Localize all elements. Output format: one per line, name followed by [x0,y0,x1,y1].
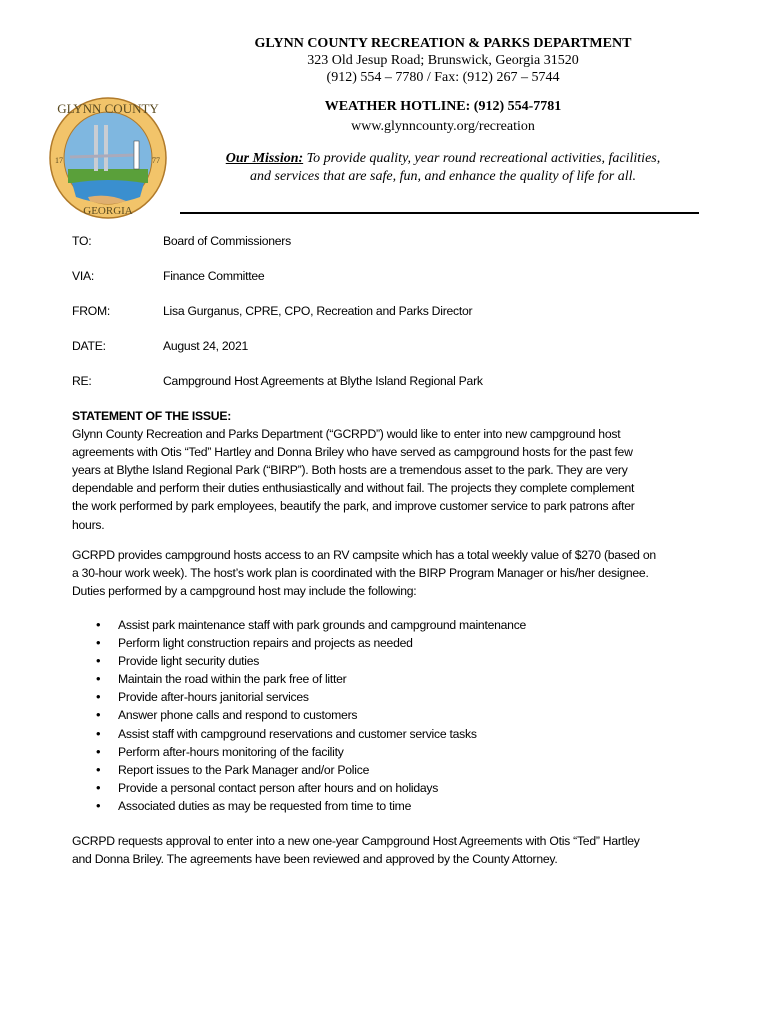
text-line: a 30-hour work week). The host’s work plan is coordinated with the BIRP Program Manager or his/her designee. [72,566,649,581]
text-line: and Donna Briley. The agreements have been reviewed and approved by the County Attorney. [72,852,558,867]
list-item: • Answer phone calls and respond to customers [94,706,526,724]
list-item: • Report issues to the Park Manager and/or Police [94,761,526,779]
mission-label: Our Mission: [225,151,304,166]
text-line: years at Blythe Island Regional Park (“BIRP”). Both hosts are a tremendous asset to the park. They are very [72,463,628,478]
list-item: • Associated duties as may be requested from time to time [94,797,526,815]
list-item: • Perform light construction repairs and projects as needed [94,634,526,652]
memo-value: Board of Commissioners [163,234,291,248]
website-link[interactable]: www.glynncounty.org/recreation [351,119,535,134]
text-line: dependable and perform their duties enthusiastically and without fail. The projects they complete complement [72,481,635,496]
statement-paragraph-1 [72,407,712,534]
text-line: agreements with Otis “Ted” Hartley and Donna Briley who have served as campground hosts for the past few [72,445,633,460]
svg-text:GEORGIA: GEORGIA [83,205,133,217]
memo-value: Finance Committee [163,269,265,283]
memo-label: TO: [72,234,92,248]
text-line: Glynn County Recreation and Parks Department (“GCRPD”) would like to enter into new campground host [72,427,621,442]
memo-value: August 24, 2021 [163,339,249,353]
statement-paragraph-3 [72,832,712,868]
department-name: GLYNN COUNTY RECREATION & PARKS DEPARTMENT [254,36,632,51]
memo-label: FROM: [72,304,111,318]
text-line: GCRPD requests approval to enter into a new one-year Campground Host Agreements with Otis “Ted” Hartley [72,834,640,848]
duties-list [94,616,526,815]
glynn-county-seal-logo [48,97,168,219]
list-item: • Assist staff with campground reservations and customer service tasks [94,725,526,743]
list-item: • Maintain the road within the park free of litter [94,670,526,688]
department-phone: (912) 554 – 7780 / Fax: (912) 267 – 5744 [326,70,560,85]
mission-statement [180,150,706,186]
list-item: • Provide after-hours janitorial services [94,688,526,706]
header-divider [180,212,699,214]
list-item: • Provide a personal contact person after hours and on holidays [94,779,526,797]
mission-line-2: and services that are safe, fun, and enhance the quality of life for all. [250,169,636,184]
memo-label: RE: [72,374,92,388]
section-heading: STATEMENT OF THE ISSUE: [72,409,232,423]
text-line: Duties performed by a campground host may include the following: [72,584,417,599]
list-item: • Provide light security duties [94,652,526,670]
text-line: the work performed by park employees, beautify the park, and improve customer service to park patrons after [72,499,635,514]
svg-text:17: 17 [55,156,63,165]
weather-hotline: WEATHER HOTLINE: (912) 554-7781 [324,99,562,114]
svg-text:GLYNN COUNTY: GLYNN COUNTY [57,101,159,116]
list-item: • Assist park maintenance staff with park grounds and campground maintenance [94,616,526,634]
list-item: • Perform after-hours monitoring of the facility [94,743,526,761]
statement-paragraph-2 [72,546,712,600]
department-address: 323 Old Jesup Road; Brunswick, Georgia 31520 [307,53,579,68]
memo-value: Lisa Gurganus, CPRE, CPO, Recreation and Parks Director [163,304,473,318]
mission-line-1: To provide quality, year round recreational activities, facilities, [303,151,661,166]
memo-label: DATE: [72,339,106,353]
text-line: GCRPD provides campground hosts access to an RV campsite which has a total weekly value of $270 (based on [72,548,656,562]
text-line: hours. [72,517,105,532]
memo-value: Campground Host Agreements at Blythe Island Regional Park [163,374,483,388]
svg-text:77: 77 [152,156,160,165]
memo-label: VIA: [72,269,95,283]
